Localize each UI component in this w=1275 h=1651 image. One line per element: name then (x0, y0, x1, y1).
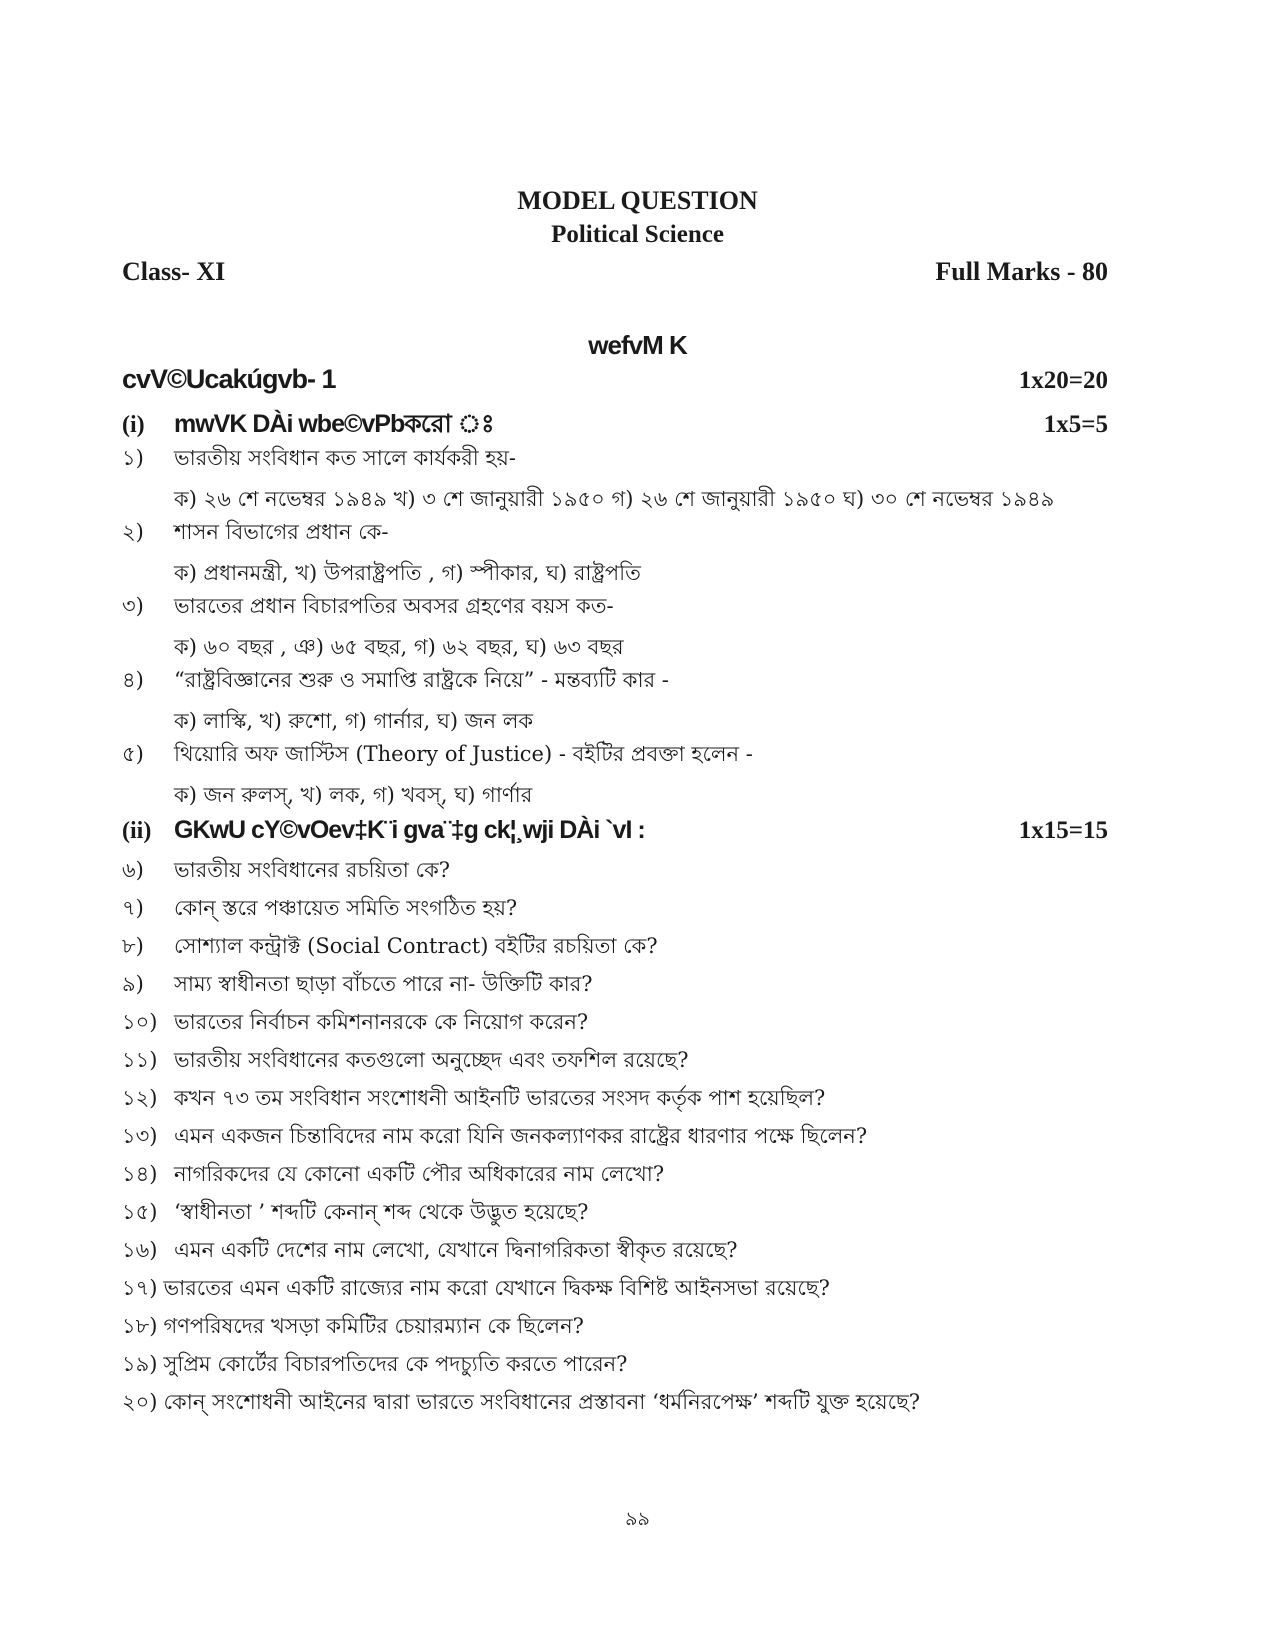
question-text: ভারতের নির্বাচন কমিশনানরকে কে নিয়োগ করেন? (174, 1010, 589, 1034)
question-text: থিয়োরি অফ জাস্টিস (Theory of Justice) - বইটির প্রবক্তা হলেন - (174, 742, 753, 766)
sub-heading-1-marks: 1x5=5 (1043, 411, 1108, 438)
question-number: ২০) (122, 1390, 158, 1414)
short-question (122, 1010, 1222, 1035)
mcq-options: ক) জন রুলস্, খ) লক, গ) খবস্, ঘ) গার্ণার (174, 783, 533, 807)
question-number: ১০) (122, 1010, 158, 1034)
question-number: ১৬) (122, 1238, 158, 1262)
question-number: ১১) (122, 1048, 158, 1072)
subject-title: Political Science (551, 221, 724, 248)
paper-title: MODEL QUESTION (517, 186, 758, 215)
question-text: ‘স্বাধীনতা ’ শব্দটি কেনান্ শব্দ থেকে উদ্ভুত হয়েছে? (174, 1200, 589, 1224)
sub-heading-2-number: (ii) (122, 818, 152, 844)
short-question (122, 972, 1222, 997)
question-number: ৮) (122, 934, 144, 958)
short-question (122, 1238, 1222, 1263)
question-number: ১৪) (122, 1162, 158, 1186)
question-number: ৭) (122, 896, 144, 920)
short-question (122, 1048, 1222, 1073)
question-text: গণপরিষদের খসড়া কমিটির চেয়ারম্যান কে ছিলেন? (163, 1314, 584, 1338)
question-text: ভারতের প্রধান বিচারপতির অবসর গ্রহণের বয়স কত- (174, 594, 614, 618)
mcq-options: ক) ৬০ বছর , ঞ) ৬৫ বছর, গ) ৬২ বছর, ঘ) ৬৩ বছর (174, 635, 624, 659)
question-text: সাম্য স্বাধীনতা ছাড়া বাঁচতে পারে না- উক্তিটি কার? (174, 972, 593, 996)
question-number: ২) (122, 520, 144, 544)
sub-heading-1-label: mwVK DÀi wbe©vPbকরো ঃ (174, 410, 494, 438)
question-number: ৩) (122, 594, 144, 618)
mcq-options: ক) প্রধানমন্ত্রী, খ) উপরাষ্ট্রপতি , গ) স্পীকার, ঘ) রাষ্ট্রপতি (174, 561, 641, 585)
mcq-options: ক) ২৬ শে নভেম্বর ১৯৪৯ খ) ৩ শে জানুয়ারী ১৯৫০ গ) ২৬ শে জানুয়ারী ১৯৫০ ঘ) ৩০ শে নভেম্বর ১৯৪৯ (174, 487, 1055, 511)
question-number: ৫) (122, 742, 144, 766)
question-text: কোন্ সংশোধনী আইনের দ্বারা ভারতে সংবিধানের প্রস্তাবনা ‘ধর্মনিরপেক্ষ’ শব্দটি যুক্ত হয়েছে? (163, 1390, 921, 1414)
short-question (122, 1390, 1222, 1415)
short-question (122, 1200, 1222, 1225)
short-question (122, 1162, 1222, 1187)
short-question (122, 1086, 1222, 1111)
mcq-question (122, 742, 1222, 767)
question-text: কখন ৭৩ তম সংবিধান সংশোধনী আইনটি ভারতের সংসদ কর্তৃক পাশ হয়েছিল? (174, 1086, 826, 1110)
sub-heading-2-label: GKwU cY©vOev‡K¨i gva¨‡g ck¦¸wji DÀi `vI : (174, 816, 645, 844)
mcq-question (122, 668, 1222, 693)
question-number: ১৩) (122, 1124, 158, 1148)
question-number: ১৫) (122, 1200, 158, 1224)
short-question (122, 934, 1222, 959)
sub-heading-1-number: (i) (122, 412, 145, 438)
question-text: ভারতীয় সংবিধানের কতগুলো অনুচ্ছেদ এবং তফশিল রয়েছে? (174, 1048, 689, 1072)
mcq-question (122, 594, 1222, 619)
part-label: cvV©Ucakúgvb- 1 (122, 364, 336, 394)
question-text: কোন্ স্তরে পঞ্চায়েত সমিতি সংগঠিত হয়? (174, 896, 518, 920)
sub-heading-2 (122, 816, 1108, 845)
question-text: ভারতীয় সংবিধানের রচয়িতা কে? (174, 858, 451, 882)
question-number: ৬) (122, 858, 144, 882)
question-text: এমন একটি দেশের নাম লেখো, যেখানে দ্বিনাগরিকতা স্বীকৃত রয়েছে? (174, 1238, 738, 1262)
question-number: ১) (122, 446, 144, 470)
question-number: ১২) (122, 1086, 158, 1110)
question-text: সুপ্রিম কোর্টের বিচারপতিদের কে পদচ্যুতি করতে পারেন? (163, 1352, 628, 1376)
mcq-options: ক) লাস্কি, খ) রুশো, গ) গার্নার, ঘ) জন লক (174, 709, 534, 733)
question-number: ১৮) (122, 1314, 158, 1338)
question-text: ভারতীয় সংবিধান কত সালে কার্যকরী হয়- (174, 446, 516, 470)
question-number: ৯) (122, 972, 144, 996)
short-question (122, 1352, 1222, 1377)
part-marks: 1x20=20 (1018, 367, 1108, 394)
page-number: ৯৯ (625, 1508, 650, 1530)
sub-heading-2-marks: 1x15=15 (1018, 817, 1108, 844)
short-question (122, 1314, 1222, 1339)
full-marks-label: Full Marks - 80 (935, 257, 1108, 286)
question-number: ৪) (122, 668, 144, 692)
question-text: শাসন বিভাগের প্রধান কে- (174, 520, 389, 544)
question-number: ১৯) (122, 1352, 158, 1376)
sub-heading-1 (122, 404, 1108, 447)
question-text: নাগরিকদের যে কোনো একটি পৌর অধিকারের নাম লেখো? (174, 1162, 665, 1186)
mcq-question (122, 520, 1222, 545)
question-number: ১৭) (122, 1276, 158, 1300)
short-question (122, 1276, 1222, 1301)
part-heading-row (122, 364, 1108, 395)
section-label: wefvM K (588, 330, 687, 360)
mcq-question (122, 446, 1222, 471)
question-text: এমন একজন চিন্তাবিদের নাম করো যিনি জনকল্যাণকর রাষ্ট্রের ধারণার পক্ষে ছিলেন? (174, 1124, 868, 1148)
short-question (122, 858, 1222, 883)
class-label: Class- XI (122, 257, 226, 286)
question-text: “রাষ্ট্রবিজ্ঞানের শুরু ও সমাপ্তি রাষ্ট্রকে নিয়ে” - মন্তব্যটি কার - (174, 668, 669, 692)
class-marks-row (122, 257, 1108, 287)
question-text: সোশ্যাল কন্ট্রাক্ট (Social Contract) বইটির রচয়িতা কে? (174, 934, 658, 958)
short-question (122, 896, 1222, 921)
question-text: ভারতের এমন একটি রাজ্যের নাম করো যেখানে দ্বিকক্ষ বিশিষ্ট আইনসভা রয়েছে? (163, 1276, 830, 1300)
short-question (122, 1124, 1222, 1149)
